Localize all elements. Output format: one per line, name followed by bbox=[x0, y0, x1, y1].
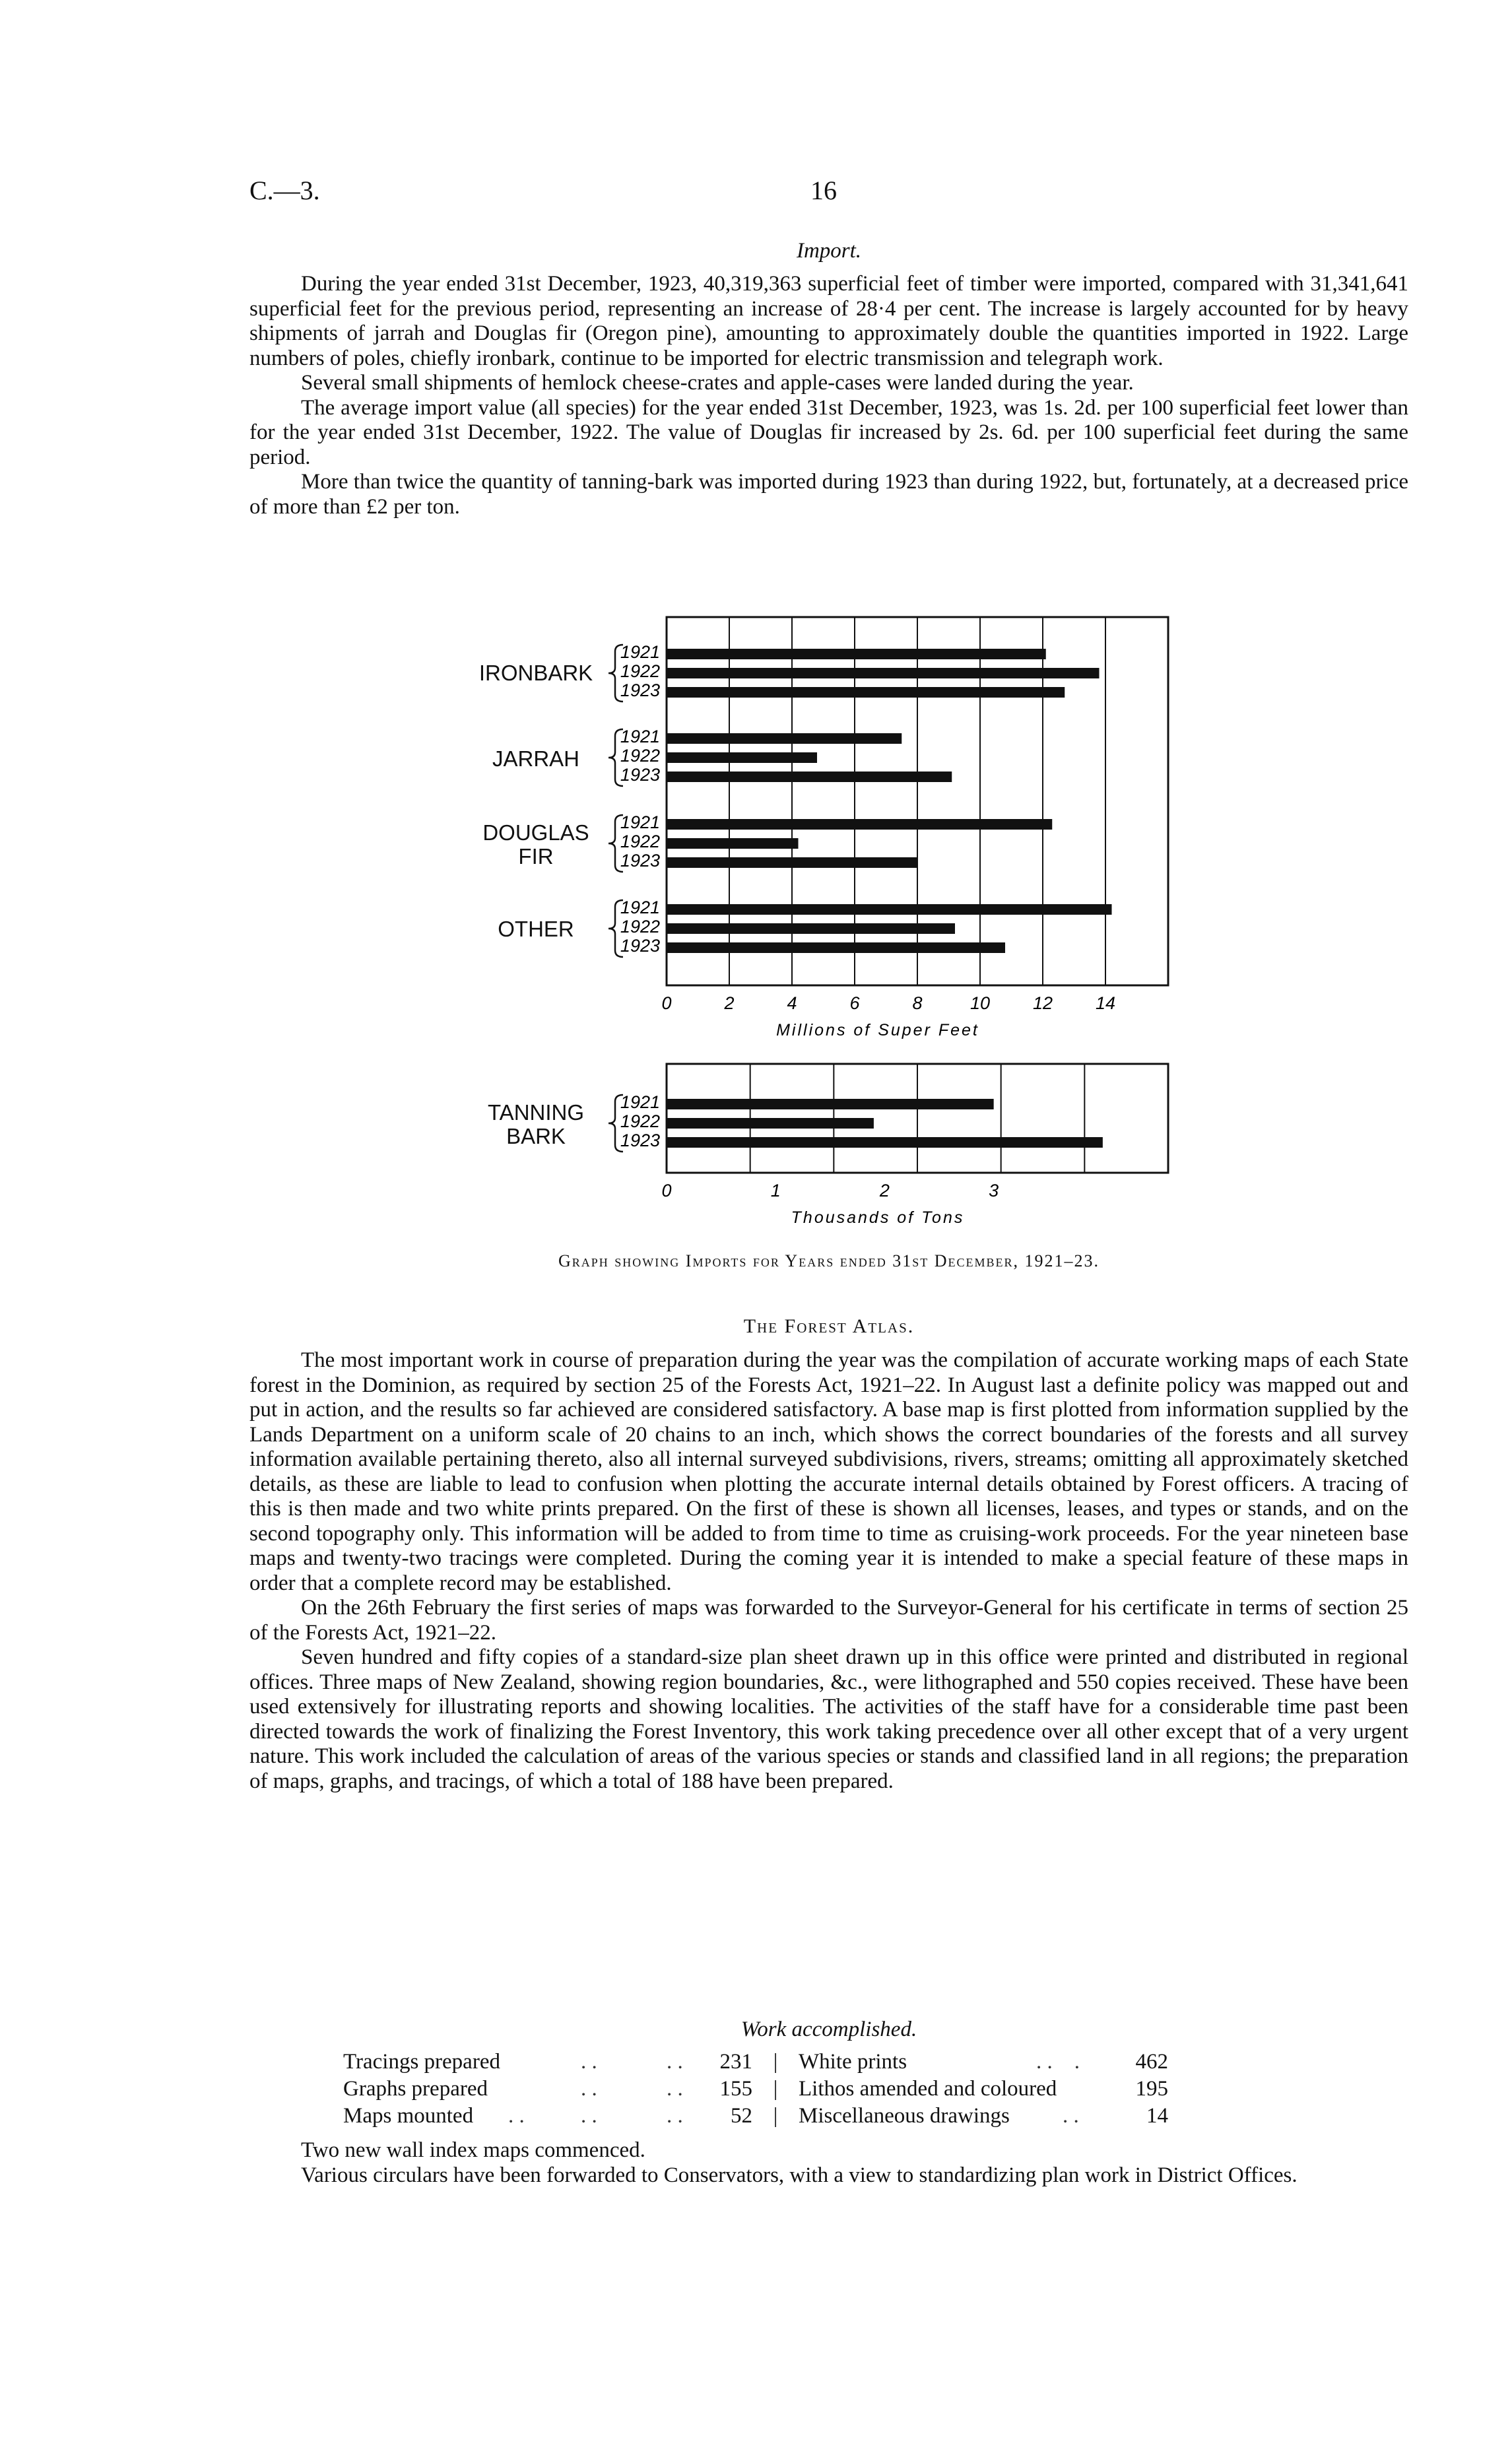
tick-label: 3 bbox=[989, 1181, 999, 1200]
work-right-value: 14 bbox=[1146, 2104, 1168, 2128]
group-label-other: OTHER bbox=[498, 917, 574, 941]
bar-jarrah-1923 bbox=[667, 772, 952, 782]
document-reference: C.—3. bbox=[249, 176, 320, 205]
bar-other-1921 bbox=[667, 904, 1112, 915]
atlas-paragraph: Seven hundred and fifty copies of a standard-size plan sheet drawn up in this office were printed and distributed in regional offices. Three maps of New Zealand, showing region boundaries, &c., were lithographed and 550 copies received. These have been used extensively for illustrating reports and showing localities. The activities of the staff have for a considerable time past been directed towards the work of finalizing the Forest Inventory, this work taking precedence over all other except that of a very urgent nature. This work included the calculation of areas of the various species or stands and classified land in all regions; the preparation of maps, graphs, and tracings, of which a total of 188 have been prepared. bbox=[249, 1645, 1408, 1793]
tick-label: 1 bbox=[770, 1181, 781, 1200]
closing-body bbox=[249, 2138, 1408, 2188]
work-left-value: 231 bbox=[719, 2050, 752, 2074]
year-label: 1922 bbox=[620, 917, 660, 936]
year-label: 1922 bbox=[620, 1111, 660, 1131]
import-paragraph: More than twice the quantity of tanning-bark was imported during 1923 than during 1922, but, fortunately, at a decreased price of more than £2 per ton. bbox=[249, 470, 1408, 519]
work-row: Graphs prepared . . . . 155 | Lithos amended and coloured 195 bbox=[343, 2076, 1300, 2103]
axis-title: Millions of Super Feet bbox=[776, 1021, 979, 1039]
year-label: 1923 bbox=[620, 680, 660, 700]
year-label: 1922 bbox=[620, 832, 660, 851]
bar-jarrah-1921 bbox=[667, 733, 902, 744]
work-right-label: Lithos amended and coloured bbox=[799, 2077, 1057, 2101]
work-right-value: 195 bbox=[1135, 2077, 1168, 2101]
atlas-paragraph: On the 26th February the first series of maps was forwarded to the Surveyor-General for his certificate in terms of section 25 of the Forests Act, 1921–22. bbox=[249, 1596, 1408, 1645]
atlas-body bbox=[249, 1348, 1408, 1794]
work-right-label: White prints bbox=[799, 2050, 907, 2074]
tick-label: 10 bbox=[970, 993, 991, 1013]
year-label: 1921 bbox=[620, 727, 660, 746]
closing-paragraph: Two new wall index maps commenced. bbox=[301, 2138, 645, 2162]
import-paragraph: During the year ended 31st December, 1923, 40,319,363 superficial feet of timber were imported, compared with 31,341,641 superficial feet for the previous period, representing an increase of 28·4 per cent. The increase is largely accounted for by heavy shipments of jarrah and Douglas fir (Oregon pine), amounting to approximately double the quantities imported in 1922. Large numbers of poles, chiefly ironbark, continue to be imported for electric transmission and telegraph work. bbox=[249, 272, 1408, 370]
year-label: 1921 bbox=[620, 812, 660, 832]
work-heading: Work accomplished. bbox=[740, 2018, 917, 2041]
group-label-douglas-fir: DOUGLAS FIR bbox=[482, 820, 589, 869]
tick-label: 4 bbox=[787, 993, 797, 1013]
closing-paragraph: Various circulars have been forwarded to Conservators, with a view to standardizing plan work in District Offices. bbox=[301, 2163, 1298, 2187]
year-label: 1922 bbox=[620, 746, 660, 766]
atlas-heading: The Forest Atlas. bbox=[743, 1315, 915, 1337]
group-label-jarrah: JARRAH bbox=[492, 746, 580, 771]
atlas-paragraph: The most important work in course of preparation during the year was the compilation of accurate working maps of each State forest in the Dominion, as required by section 25 of the Forests Act, 1921–22. In August last a definite policy was mapped out and put in action, and the results so far achieved are considered satisfactory. A base map is first plotted from information supplied by the Lands Department on a uniform scale of 20 chains to an inch, which shows the correct boundaries of the forests and all survey information available pertaining thereto, also all internal surveyed subdivisions, rivers, streams; omitting all approximately sketched details, as these are liable to lead to confusion when plotting the accurate internal details obtained by Forest officers. A tracing of this is then made and two white prints prepared. On the first of these is shown all licenses, leases, and types or stands, and on the second topography only. This information will be added to from time to time as cruising-work proceeds. For the year nineteen base maps and twenty-two tracings were completed. During the coming year it is intended to make a special feature of these maps in order that a complete record may be established. bbox=[249, 1348, 1408, 1595]
year-label: 1923 bbox=[620, 765, 660, 785]
tick-label: 2 bbox=[879, 1181, 890, 1200]
year-label: 1921 bbox=[620, 1092, 660, 1112]
import-paragraph: The average import value (all species) for the year ended 31st December, 1923, was 1s. 2d. per 100 superficial feet lower than for the year ended 31st December, 1922. The value of Douglas fir increased by 2s. 6d. per 100 superficial feet during the same period. bbox=[249, 395, 1408, 469]
work-left-label: Maps mounted bbox=[343, 2104, 474, 2128]
tick-label: 8 bbox=[912, 993, 923, 1013]
bar-ironbark-1923 bbox=[667, 687, 1065, 698]
bar-douglas-fir-1921 bbox=[667, 819, 1052, 830]
bar-ironbark-1921 bbox=[667, 649, 1046, 659]
work-left-value: 52 bbox=[731, 2104, 752, 2128]
work-right-label: Miscellaneous drawings bbox=[799, 2104, 1010, 2128]
work-left-label: Tracings prepared bbox=[343, 2050, 500, 2074]
bar-other-1923 bbox=[667, 942, 1005, 953]
tick-label: 0 bbox=[661, 1181, 672, 1200]
bar-douglas-fir-1923 bbox=[667, 857, 917, 868]
year-label: 1921 bbox=[620, 898, 660, 917]
work-table bbox=[343, 2049, 1300, 2130]
bar-jarrah-1922 bbox=[667, 752, 817, 763]
year-label: 1923 bbox=[620, 1131, 660, 1150]
tick-label: 6 bbox=[849, 993, 860, 1013]
bar-tanning-bark-1922 bbox=[667, 1118, 874, 1129]
work-left-label: Graphs prepared bbox=[343, 2077, 488, 2101]
group-label-ironbark: IRONBARK bbox=[478, 661, 593, 685]
bar-ironbark-1922 bbox=[667, 668, 1100, 678]
year-label: 1923 bbox=[620, 851, 660, 870]
bar-douglas-fir-1922 bbox=[667, 838, 799, 849]
bar-tanning-bark-1921 bbox=[667, 1099, 994, 1109]
bar-other-1922 bbox=[667, 923, 955, 934]
axis-title: Thousands of Tons bbox=[791, 1208, 965, 1227]
work-row: Maps mounted . . . . . . 52 | Miscellaneous drawings . . 14 bbox=[343, 2103, 1300, 2130]
tick-label: 12 bbox=[1032, 993, 1053, 1013]
page-number: 16 bbox=[810, 176, 837, 205]
tick-label: 0 bbox=[661, 993, 672, 1013]
group-label-tanning-bark: TANNING BARK bbox=[487, 1100, 585, 1148]
work-right-value: 462 bbox=[1135, 2050, 1168, 2074]
work-left-value: 155 bbox=[719, 2077, 752, 2101]
import-heading: Import. bbox=[796, 239, 862, 263]
year-label: 1921 bbox=[620, 642, 660, 662]
tick-label: 14 bbox=[1095, 993, 1116, 1013]
chart-caption: Graph showing Imports for Years ended 31st December, 1921–23. bbox=[558, 1251, 1100, 1270]
import-paragraph: Several small shipments of hemlock cheese-crates and apple-cases were landed during the year. bbox=[301, 371, 1134, 395]
work-row: Tracings prepared . . . . 231 | White prints . . . 462 bbox=[343, 2049, 1300, 2076]
year-label: 1923 bbox=[620, 936, 660, 956]
bar-tanning-bark-1923 bbox=[667, 1137, 1103, 1148]
tick-label: 2 bbox=[724, 993, 735, 1013]
year-label: 1922 bbox=[620, 661, 660, 681]
